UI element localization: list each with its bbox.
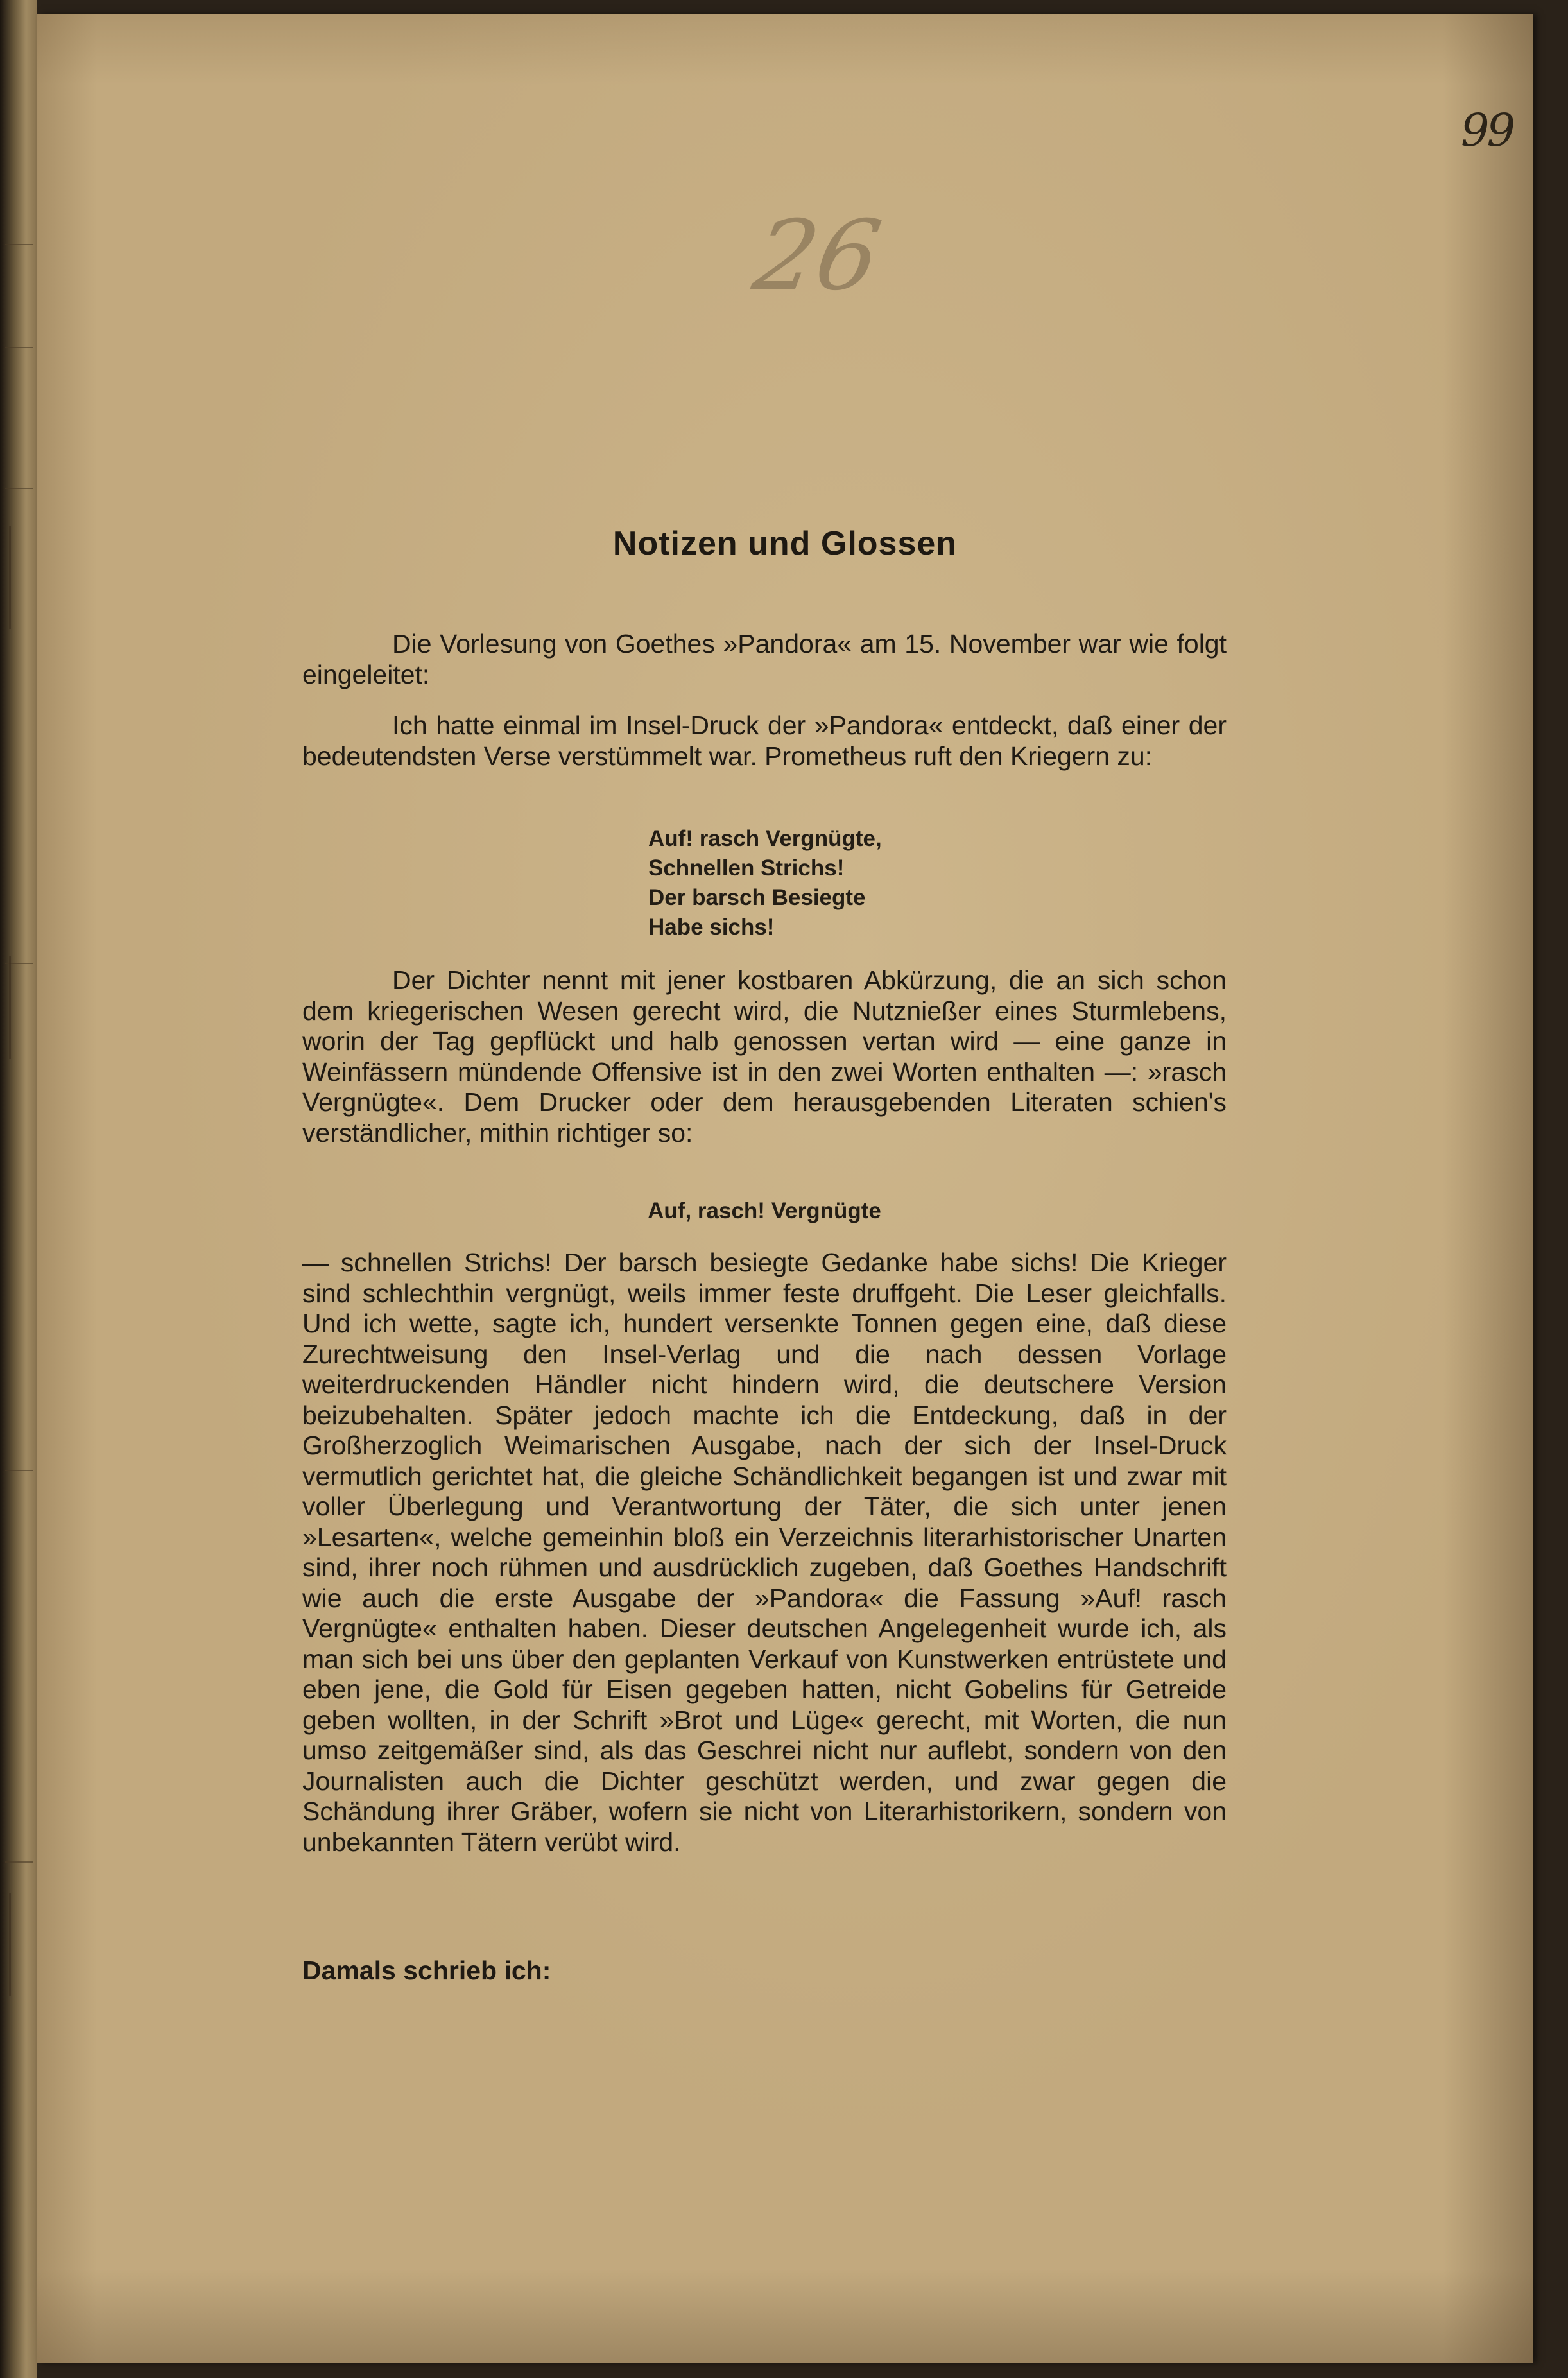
pencil-annotation: 26 bbox=[746, 200, 889, 312]
paragraph-2: Der Dichter nennt mit jener kostbaren Abkürzung, die an sich schon dem kriegerischen Wesen gerecht wird, die Nutznießer eines Sturmlebens, worin der Tag gepflückt und halb genossen vertan wird — eine ganze in Weinfässern mündende Offensive ist in den zwei Worten enthalten —: »rasch Vergnügte«. Dem Drucker oder dem herausgebenden Literaten schien's verständlicher, mithin richtiger so: bbox=[302, 965, 1227, 1148]
paragraph-3: — schnellen Strichs! Der barsch besiegte Gedanke habe sichs! Die Krieger sind schlechthin vergnügt, weils immer feste druffgeht. Die Leser gleichfalls. Und ich wette, sagte ich, hundert versenkte Tonnen gegen eine, daß diese Zurechtweisung den Insel-Verlag und die nach dessen Vorlage weiterdruckenden Händler nicht hindern wird, die deutschere Version beizubehalten. Später jedoch machte ich die Entdeckung, daß in der Großherzoglich Weimarischen Ausgabe, nach der sich der Insel-Druck vermutlich gerichtet hat, die gleiche Schändlichkeit begangen ist und zwar mit voller Überlegung und Verantwortung der Täter, die sich unter jenen »Lesarten«, welche gemeinhin bloß ein Verzeichnis literarhistorischer Unarten sind, ihrer noch rühmen und ausdrücklich zugeben, daß Goethes Handschrift wie auch die erste Ausgabe der »Pandora« die Fassung »Auf! rasch Vergnügte« enthalten haben. Dieser deutschen Angelegenheit wurde ich, als man sich bei uns über den geplanten Verkauf von Kunstwerken entrüstete und eben jene, die Gold für Eisen gegeben hatten, nicht Gobelins für Getreide geben wollten, in der Schrift »Brot und Lüge« gerecht, mit Worten, die nun umso zeitgemäßer sind, als das Geschrei nicht nur auflebt, sondern von den Journalisten auch die Dichter geschützt werden, und zwar gegen die Schändung ihrer Gräber, wofern sie nicht von Literarhistorikern, sondern von unbekannten Tätern verübt wird. bbox=[302, 1248, 1227, 1857]
section-title: Notizen und Glossen bbox=[612, 525, 958, 562]
verse-line: Habe sichs! bbox=[648, 915, 775, 940]
closing-line: Damals schrieb ich: bbox=[302, 1956, 551, 1985]
verse-quote bbox=[648, 824, 882, 942]
verse-line: Schnellen Strichs! bbox=[648, 856, 845, 881]
intro-paragraph: Die Vorlesung von Goethes »Pandora« am 15. November war wie folgt eingeleitet: bbox=[302, 629, 1227, 689]
folio-number: 99 bbox=[1461, 104, 1513, 157]
paragraph-1: Ich hatte einmal im Insel-Druck der »Pandora« entdeckt, daß einer der bedeutendsten Verse verstümmelt war. Prometheus ruft den Kriegern zu: bbox=[302, 711, 1227, 771]
book-spine-edge bbox=[0, 0, 37, 2378]
verse-line: Auf! rasch Vergnügte, bbox=[648, 826, 882, 851]
variant-line: Auf, rasch! Vergnügte bbox=[648, 1198, 881, 1223]
document-page bbox=[37, 14, 1533, 2363]
verse-line: Der barsch Besiegte bbox=[648, 885, 866, 910]
